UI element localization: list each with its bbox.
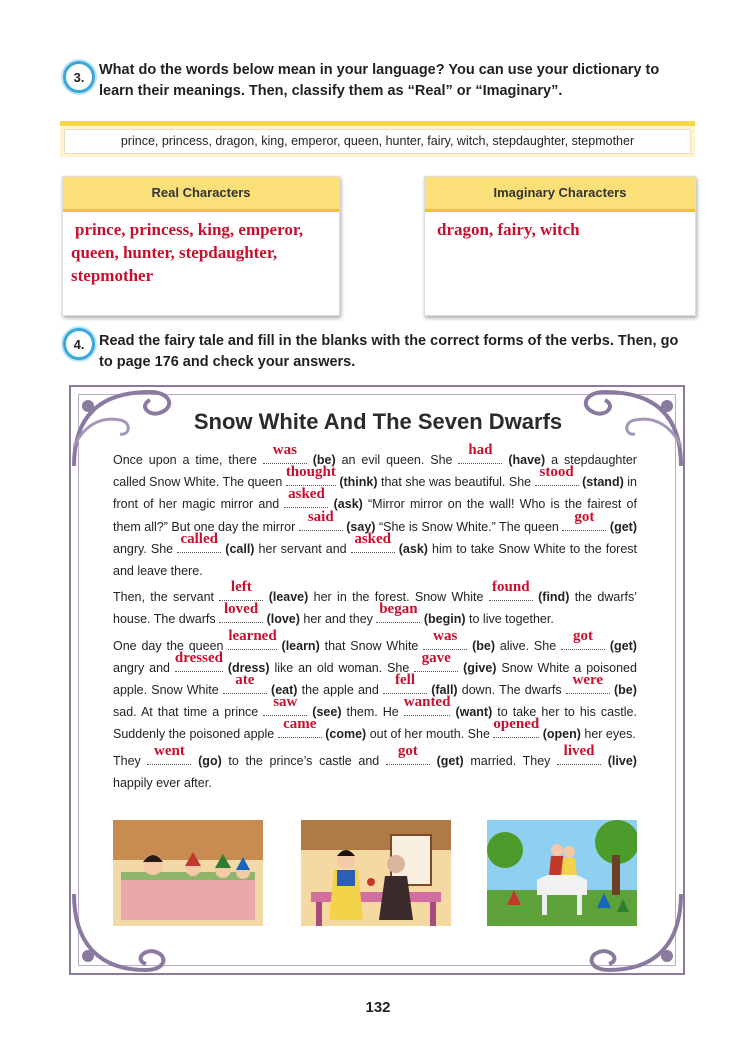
answer-blank (219, 601, 263, 623)
story-fragment: her eyes. (584, 727, 636, 742)
story-paragraph (113, 442, 637, 582)
verb-prompt: (call) (225, 541, 255, 556)
question-3-line-1: What do the words below mean in your language? You can use your dictionary to (99, 62, 660, 78)
story-fragment: in front of her magic mirror and (113, 475, 637, 512)
verb-prompt: (leave) (268, 590, 309, 605)
story-fragment: out of her mouth. She (369, 727, 490, 742)
question-4-line-1: Read the fairy tale and fill in the blanks with the correct forms of the verbs. Then, go (99, 333, 679, 349)
question-3-line-2: learn their meanings. Then, classify them as “Real” or “Imaginary”. (99, 83, 563, 99)
verb-prompt: (be) (312, 453, 336, 467)
filled-answer: opened (493, 716, 540, 733)
answer-blank (557, 742, 601, 765)
answer-line: queen, hunter, stepdaughter, (71, 243, 278, 262)
real-characters-box (62, 176, 340, 316)
filled-answer: dressed (174, 649, 223, 666)
filled-answer: came (283, 716, 317, 733)
story-fragment: him to take Snow White to the forest and leave there. (113, 541, 637, 579)
verb-prompt: (ask) (398, 541, 428, 556)
witch-giving-apple-picture (301, 820, 451, 926)
story-fragment: that Snow White (324, 638, 419, 653)
verb-prompt: (get) (609, 638, 637, 653)
answer-line: dragon, fairy, witch (437, 220, 580, 239)
answer-blank (278, 716, 322, 738)
filled-answer: thought (285, 464, 336, 481)
verb-prompt: (think) (339, 475, 378, 490)
answer-blank (493, 716, 540, 738)
verb-prompt: (give) (463, 660, 497, 675)
answer-line: prince, princess, king, emperor, (75, 220, 304, 239)
filled-answer: was (433, 627, 458, 644)
verb-prompt: (have) (508, 453, 546, 467)
imaginary-characters-heading: Imaginary Characters (425, 177, 695, 212)
story-fragment: married. They (470, 753, 551, 768)
story-fragment: an evil queen. She (341, 453, 453, 467)
filled-answer: fell (395, 672, 415, 689)
answer-blank (403, 694, 451, 716)
verb-prompt: (learn) (281, 638, 320, 653)
filled-answer: went (154, 742, 185, 759)
real-characters-heading: Real Characters (63, 177, 339, 212)
word-bank (60, 121, 695, 157)
story-fragment: “Mirror mirror on the wall! Who is the fairest of them all?” But one day the mirror (113, 497, 637, 534)
story-fragment: They (113, 753, 141, 768)
answer-blank (228, 627, 277, 650)
verb-prompt: (be) (614, 683, 637, 698)
filled-answer: called (180, 530, 218, 547)
page-number: 132 (365, 999, 391, 1016)
question-4-line-2: to page 176 and check your answers. (99, 354, 356, 370)
story-paragraph (113, 579, 638, 630)
answer-blank (285, 464, 336, 486)
snow-white-in-dwarfs-bed-picture (113, 820, 263, 926)
answer-line: stepmother (71, 266, 154, 285)
verb-prompt: (come) (325, 727, 367, 742)
answer-blank (561, 627, 605, 650)
answer-blank (263, 442, 307, 464)
filled-answer: were (572, 672, 604, 689)
answer-blank (174, 649, 223, 672)
answer-blank (223, 672, 267, 694)
verb-prompt: (open) (542, 727, 581, 742)
filled-answer: asked (288, 486, 325, 503)
verb-prompt: (be) (472, 638, 496, 653)
filled-answer: asked (354, 530, 392, 547)
verb-prompt: (dress) (227, 660, 270, 675)
story-fragment: down. The dwarfs (461, 683, 562, 698)
story-fragment: to the prince’s castle and (228, 753, 380, 768)
story-fragment: her and they (303, 612, 373, 627)
filled-answer: loved (224, 601, 259, 618)
answer-blank (147, 742, 191, 765)
story-fragment: to take her to his castle. Suddenly the poisoned apple (113, 705, 637, 742)
answer-blank (562, 508, 606, 531)
story-fragment: like an old woman. She (274, 660, 410, 675)
question-3-instructions (99, 60, 699, 102)
story-fragment: them. He (346, 705, 399, 720)
story-title: Snow White And The Seven Dwarfs (193, 409, 563, 434)
filled-answer: had (468, 442, 493, 458)
word-bank-text: prince, princess, dragon, king, emperor, queen, hunter, fairy, witch, stepdaughter, stepmother (64, 129, 691, 154)
prince-and-snow-white-on-horse-picture (487, 820, 637, 926)
question-3-number: 3. (63, 61, 95, 93)
answer-blank (351, 530, 395, 553)
filled-answer: learned (228, 627, 277, 644)
verb-prompt: (go) (198, 753, 222, 768)
filled-answer: lived (563, 742, 595, 759)
story-fragment: to live together. (469, 612, 554, 627)
story-fragment: angry and (113, 660, 171, 675)
verb-prompt: (get) (609, 519, 637, 534)
story-text (113, 442, 638, 798)
answer-blank (535, 464, 579, 486)
verb-prompt: (love) (266, 612, 300, 627)
story-fragment: “She is Snow White.” The queen (378, 519, 559, 534)
filled-answer: got (397, 742, 418, 759)
answer-blank (423, 627, 467, 650)
filled-answer: left (230, 579, 252, 596)
answer-blank (376, 601, 420, 623)
story-fragment: happily ever after. (113, 775, 212, 790)
filled-answer: got (573, 627, 594, 644)
verb-prompt: (say) (346, 519, 376, 534)
verb-prompt: (find) (538, 590, 570, 605)
filled-answer: found (492, 579, 530, 596)
verb-prompt: (see) (312, 705, 342, 720)
filled-answer: stood (539, 464, 574, 481)
real-characters-answer (63, 212, 339, 287)
filled-answer: began (379, 601, 418, 618)
story-fragment: alive. She (499, 638, 557, 653)
story-fragment: the dwarfs’ house. The dwarfs (113, 590, 638, 627)
filled-answer: got (574, 508, 595, 525)
story-fragment: angry. She (113, 541, 174, 556)
answer-blank (386, 742, 430, 765)
answer-blank (219, 579, 263, 601)
story-fragment: her in the forest. Snow White (313, 590, 484, 605)
verb-prompt: (live) (607, 753, 637, 768)
verb-prompt: (stand) (582, 475, 624, 490)
answer-blank (299, 508, 343, 531)
verb-prompt: (ask) (333, 497, 363, 512)
question-4-instructions (99, 331, 699, 373)
answer-blank (383, 672, 427, 694)
story-paragraph (113, 742, 637, 794)
answer-blank (284, 486, 328, 508)
story-fragment: Once upon a time, there (113, 453, 257, 467)
story-fragment: One day the queen (113, 638, 224, 653)
story-fragment: her servant and (258, 541, 347, 556)
story-fragment: the apple and (301, 683, 379, 698)
answer-blank (458, 442, 502, 464)
verb-prompt: (fall) (431, 683, 458, 698)
answer-blank (489, 579, 533, 601)
verb-prompt: (eat) (271, 683, 298, 698)
story-fragment: that she was beautiful. She (381, 475, 532, 490)
answer-blank (263, 694, 307, 716)
filled-answer: wanted (403, 694, 451, 711)
story-fragment: sad. At that time a prince (113, 705, 259, 720)
story-fragment: a stepdaughter called Snow White. The queen (113, 453, 637, 490)
filled-answer: saw (273, 694, 298, 711)
story-fragment: Snow White a poisoned apple. Snow White (113, 660, 637, 698)
filled-answer: gave (421, 649, 451, 666)
verb-prompt: (begin) (423, 612, 466, 627)
imaginary-characters-answer (425, 212, 695, 241)
answer-blank (177, 530, 221, 553)
imaginary-characters-box (424, 176, 696, 316)
filled-answer: was (272, 442, 297, 458)
filled-answer: ate (235, 672, 255, 689)
answer-blank (414, 649, 458, 672)
verb-prompt: (want) (455, 705, 493, 720)
story-paragraph (113, 627, 637, 746)
verb-prompt: (get) (436, 753, 464, 768)
answer-blank (566, 672, 610, 694)
question-4-number: 4. (63, 328, 95, 360)
filled-answer: said (307, 508, 334, 525)
story-fragment: Then, the servant (113, 590, 214, 605)
